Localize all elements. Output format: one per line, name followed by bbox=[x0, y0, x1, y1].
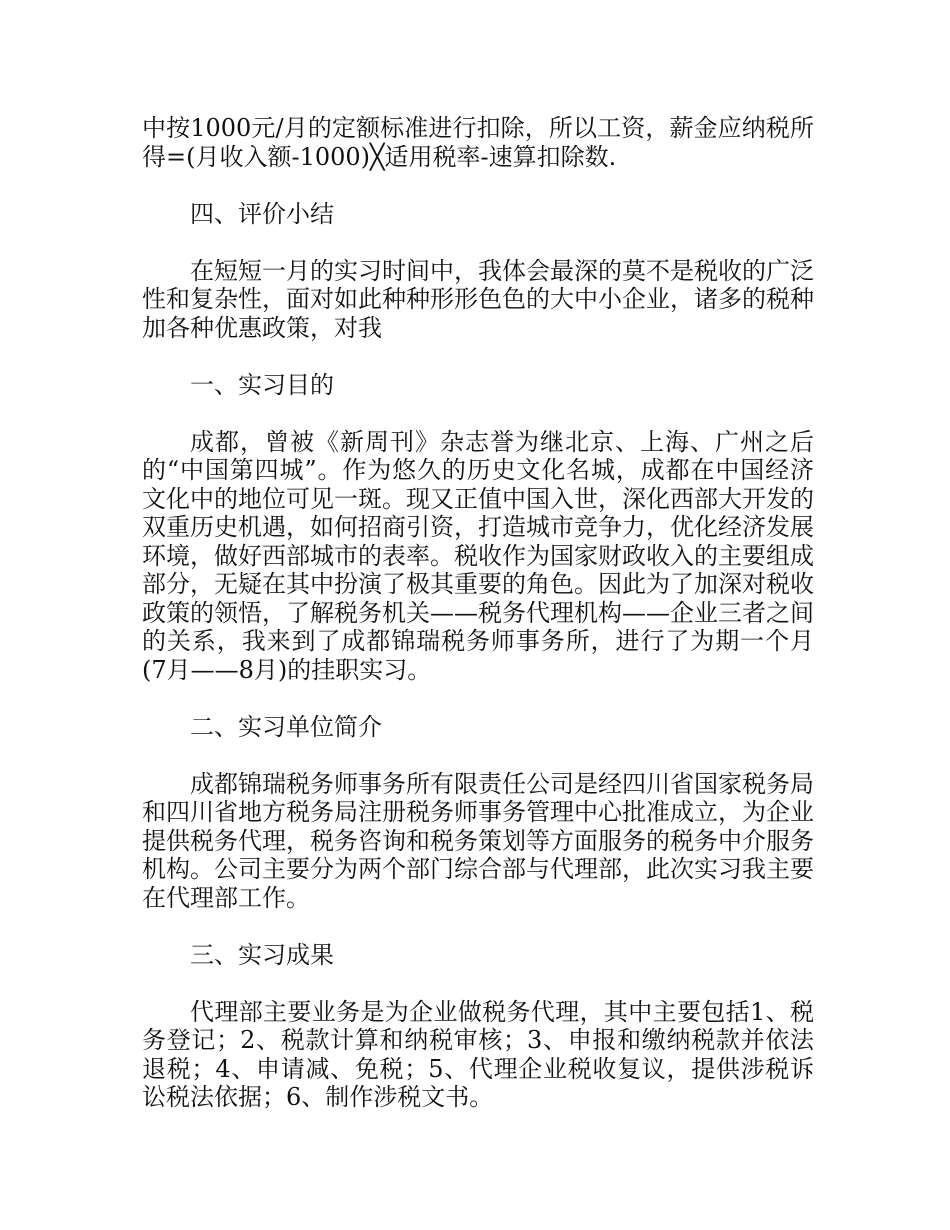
paragraph-internship-results: 代理部主要业务是为企业做税务代理，其中主要包括1、税务登记；2、税款计算和纳税审核；3、申报和缴纳税款并依法退税；4、申请减、免税；5、代理企业税收复议，提供涉税诉讼税法依据；6、制作涉税文书。 bbox=[142, 997, 814, 1111]
paragraph-tax-deduction: 中按1000元/月的定额标准进行扣除，所以工资，薪金应纳税所得=(月收入额-1000)╳适用税率-速算扣除数. bbox=[142, 114, 814, 171]
heading-evaluation-summary: 四、评价小结 bbox=[190, 199, 334, 228]
paragraph-evaluation-summary: 在短短一月的实习时间中，我体会最深的莫不是税收的广泛性和复杂性，面对如此种种形形色色的大中小企业，诸多的税种加各种优惠政策，对我 bbox=[142, 256, 814, 342]
heading-internship-purpose: 一、实习目的 bbox=[190, 370, 334, 399]
document-page bbox=[142, 114, 814, 1112]
paragraph-internship-unit: 成都锦瑞税务师事务所有限责任公司是经四川省国家税务局和四川省地方税务局注册税务师事务管理中心批准成立，为企业提供税务代理，税务咨询和税务策划等方面服务的税务中介服务机构。公司主要分为两个部门综合部与代理部，此次实习我主要在代理部工作。 bbox=[142, 769, 814, 912]
heading-internship-unit: 二、实习单位简介 bbox=[190, 712, 382, 741]
heading-internship-results: 三、实习成果 bbox=[190, 940, 334, 969]
paragraph-internship-purpose: 成都，曾被《新周刊》杂志誉为继北京、上海、广州之后的“中国第四城”。作为悠久的历史文化名城，成都在中国经济文化中的地位可见一斑。现又正值中国入世，深化西部大开发的双重历史机遇，如何招商引资，打造城市竞争力，优化经济发展环境，做好西部城市的表率。税收作为国家财政收入的主要组成部分，无疑在其中扮演了极其重要的角色。因此为了加深对税收政策的领悟，了解税务机关——税务代理机构——企业三者之间的关系，我来到了成都锦瑞税务师事务所，进行了为期一个月(7月——8月)的挂职实习。 bbox=[142, 427, 814, 684]
